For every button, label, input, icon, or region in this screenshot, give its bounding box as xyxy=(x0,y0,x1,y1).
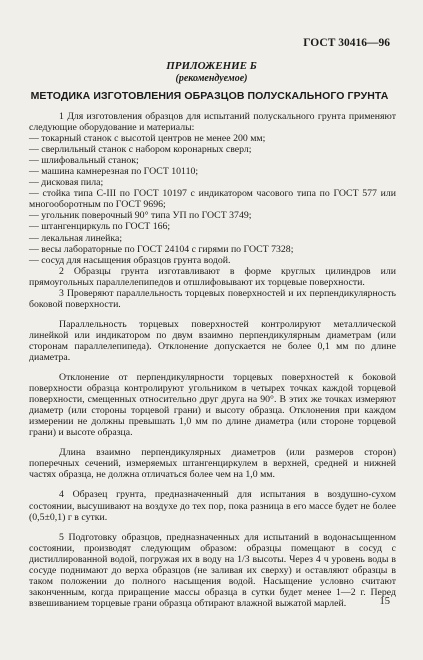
paragraph-5: Отклонение от перпендикулярности торцевых поверхностей к боковой поверхности образца контролируют угольником в четырех точках каждой торцевой поверхности, смещенных относительно друг друга на 90°. В этих же точках измеряют диаметр (или стороны торцевой грани) и высоту образца. Отклонения при каждом измерении не должны превышать 1,0 мм по длине диаметра (или стороне торцевой грани) и высоте образца. xyxy=(29,372,396,439)
list-item: — штангенциркуль по ГОСТ 166; xyxy=(29,221,171,233)
list-item: — весы лабораторные по ГОСТ 24104 с гирями по ГОСТ 7328; xyxy=(29,243,294,255)
list-item: — машина камнерезная по ГОСТ 10110; xyxy=(29,166,199,178)
list-item: — угольник поверочный 90° типа УП по ГОСТ 3749; xyxy=(29,210,252,222)
paragraph-6: Длина взаимно перпендикулярных диаметров (или размеров сторон) поперечных сечений, измеряемых штангенциркулем в верхней, средней и нижней частях образца, не должна отличаться более чем на 1,0 мм. xyxy=(29,447,396,481)
appendix-title: ПРИЛОЖЕНИЕ Б xyxy=(166,60,257,72)
section-heading: МЕТОДИКА ИЗГОТОВЛЕНИЯ ОБРАЗЦОВ ПОЛУСКАЛЬНОГО ГРУНТА xyxy=(30,90,389,102)
paragraph-7: 4 Образец грунта, предназначенный для испытания в воздушно-сухом состоянии, высушивают на воздухе до тех пор, пока разница в его массе будет не более (0,5±0,1) г в сутки. xyxy=(29,489,396,523)
list-item: — стойка типа С-III по ГОСТ 10197 с индикатором часового типа по ГОСТ 577 или многооборотным по ГОСТ 9696; xyxy=(29,188,396,211)
paragraph-3: 3 Проверяют параллельность торцевых поверхностей и их перпендикулярность боковой поверхности. xyxy=(29,287,396,310)
paragraph-4: Параллельность торцевых поверхностей контролируют металлической линейкой или индикатором по двум взаимно перпендикулярным диаметрам (или сторонам параллелепипеда). Отклонение допускается не более 0,1 мм по длине диаметра. xyxy=(29,318,396,363)
list-item: — лекальная линейка; xyxy=(29,232,123,244)
paragraph-8: 5 Подготовку образцов, предназначенных для испытаний в водонасыщенном состоянии, производят следующим образом: образцы помещают в сосуд с дистиллированной водой, погружая их в воду на 1/3 высоты. Через 4 ч уровень воды в сосуде поднимают до верха образцов (не заливая их сверху) и оставляют образцы в таком положении до полного насыщения водой. Насыщение условно считают законченным, когда приращение массы образца в сутки будет менее 1—2 г. Перед взвешиванием торцевые грани образца обтирают влажной выжатой марлей. xyxy=(29,531,396,609)
paragraph-2: 2 Образцы грунта изготавливают в форме круглых цилиндров или прямоугольных параллелепипедов и отшлифовывают их торцевые поверхности. xyxy=(29,265,396,288)
list-item: — сверлильный станок с набором коронарных сверл; xyxy=(29,144,252,156)
list-item: — сосуд для насыщения образцов грунта водой. xyxy=(29,254,231,266)
body-text xyxy=(29,111,396,609)
list-item: — шлифовальный станок; xyxy=(29,155,139,167)
list-item: — токарный станок с высотой центров не менее 200 мм; xyxy=(29,133,266,145)
list-item: — дисковая пила; xyxy=(29,177,104,189)
page-number: 15 xyxy=(379,596,390,607)
standard-number: ГОСТ 30416—96 xyxy=(303,37,390,49)
paragraph-1: 1 Для изготовления образцов для испытаний полускального грунта применяют следующие оборудование и материалы: xyxy=(29,111,396,134)
appendix-note: (рекомендуемое) xyxy=(175,73,248,84)
